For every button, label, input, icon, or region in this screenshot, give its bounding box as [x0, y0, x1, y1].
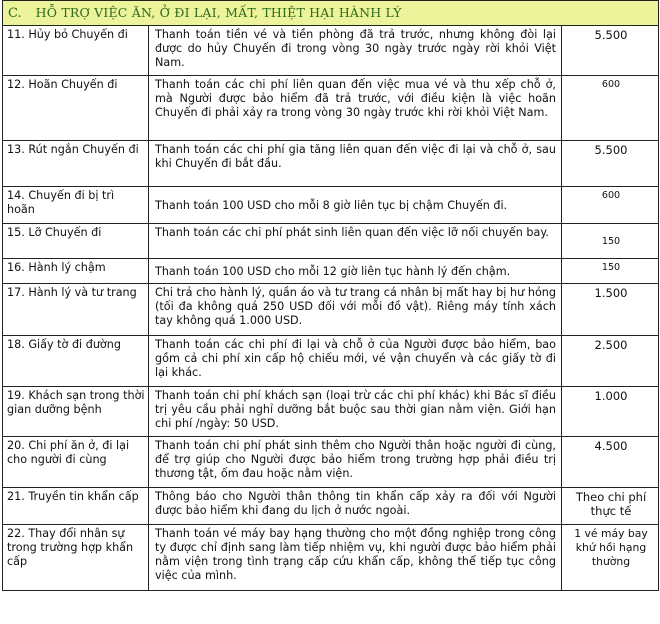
- benefit-description: Thanh toán chi phí phát sinh thêm cho Người thân hoặc người đi cùng, để trợ giúp cho Người được bảo hiểm trong trường hợp phải điều trị thương tật, ốm đau hoặc nằm viện.: [149, 437, 562, 488]
- benefit-amount: 4.500: [562, 437, 659, 488]
- benefit-amount: 600: [562, 187, 659, 224]
- table-row: [3, 284, 659, 336]
- benefit-amount: 1 vé máy bay khứ hồi hạng thường: [562, 525, 659, 591]
- table-row: [3, 26, 659, 76]
- benefit-description: Thanh toán vé máy bay hạng thường cho một đồng nghiệp trong công ty được chỉ định sang làm tiếp nhiệm vụ, khi người được bảo hiểm phải nằm viện trong tình trạng cấp cứu khẩn cấp, không thể tiếp tục công việc của mình.: [149, 525, 562, 591]
- benefit-description: Thanh toán các chi phí liên quan đến việc mua vé và thu xếp chỗ ở, mà Người được bảo hiểm đã trả trước, với điều kiện là việc hoãn Chuyến đi phải xảy ra trong vòng 30 ngày trước khi rời khỏi Việt Nam.: [149, 76, 562, 141]
- benefit-amount: 5.500: [562, 26, 659, 76]
- table-row: [3, 437, 659, 488]
- benefit-amount: 1.500: [562, 284, 659, 336]
- benefit-description: Thanh toán các chi phí đi lại và chỗ ở của Người được bảo hiểm, bao gồm cả chi phí xin cấp hộ chiếu mới, vé vận chuyển và các giấy tờ đi lại khác.: [149, 336, 562, 387]
- benefit-name: 15. Lỡ Chuyến đi: [3, 224, 149, 259]
- benefit-amount: 600: [562, 76, 659, 141]
- table-row: [3, 387, 659, 437]
- table-row: [3, 488, 659, 525]
- benefit-description: Chi trả cho hành lý, quần áo và tư trang cá nhân bị mất hay bị hư hỏng (tối đa không quá 250 USD đối với mỗi đồ vật). Riêng máy tính xách tay không quá 1.000 USD.: [149, 284, 562, 336]
- benefit-name: 22. Thay đổi nhân sự trong trường hợp khẩn cấp: [3, 525, 149, 591]
- benefit-name: 18. Giấy tờ đi đường: [3, 336, 149, 387]
- benefit-name: 14. Chuyến đi bị trì hoãn: [3, 187, 149, 224]
- benefit-amount: 150: [562, 259, 659, 284]
- table-row: [3, 224, 659, 259]
- benefit-name: 12. Hoãn Chuyến đi: [3, 76, 149, 141]
- benefit-amount: 5.500: [562, 141, 659, 187]
- benefit-amount: 1.000: [562, 387, 659, 437]
- table-row: [3, 76, 659, 141]
- benefit-description: Thông báo cho Người thân thông tin khẩn cấp xảy ra đối với Người được bảo hiểm khi đang du lịch ở nước ngoài.: [149, 488, 562, 525]
- section-header-row: [3, 1, 659, 26]
- benefit-name: 19. Khách sạn trong thời gian dưỡng bệnh: [3, 387, 149, 437]
- benefit-name: 21. Truyền tin khẩn cấp: [3, 488, 149, 525]
- table-row: [3, 525, 659, 591]
- section-header: [3, 1, 659, 26]
- benefit-description: Thanh toán các chi phí phát sinh liên quan đến việc lỡ nối chuyến bay.: [149, 224, 562, 259]
- benefit-description: Thanh toán các chi phí gia tăng liên quan đến việc đi lại và chỗ ở, sau khi Chuyến đi bắt đầu.: [149, 141, 562, 187]
- benefit-amount: Theo chi phí thực tế: [562, 488, 659, 525]
- table-row: [3, 259, 659, 284]
- benefit-name: 11. Hủy bỏ Chuyến đi: [3, 26, 149, 76]
- benefit-description: Thanh toán tiền vé và tiền phòng đã trả trước, nhưng không đòi lại được do hủy Chuyến đi trong vòng 30 ngày trước ngày rời khỏi Việt Nam.: [149, 26, 562, 76]
- benefit-name: 17. Hành lý và tư trang: [3, 284, 149, 336]
- section-title: HỖ TRỢ VIỆC ĂN, Ở ĐI LẠI, MẤT, THIỆT HẠI HÀNH LÝ: [35, 4, 402, 20]
- benefit-name: 16. Hành lý chậm: [3, 259, 149, 284]
- benefit-description: Thanh toán 100 USD cho mỗi 12 giờ liên tục hành lý đến chậm.: [149, 259, 562, 284]
- benefit-amount: 150: [562, 224, 659, 259]
- benefit-description: Thanh toán chi phí khách sạn (loại trừ các chi phí khác) khi Bác sĩ điều trị yêu cầu phải nghỉ dưỡng bắt buộc sau thời gian nằm viện. Giới hạn chi phí /ngày: 50 USD.: [149, 387, 562, 437]
- benefit-description: Thanh toán 100 USD cho mỗi 8 giờ liên tục bị chậm Chuyến đi.: [149, 187, 562, 224]
- benefit-name: 20. Chi phí ăn ở, đi lại cho người đi cùng: [3, 437, 149, 488]
- table-row: [3, 336, 659, 387]
- section-letter: C.: [8, 5, 22, 21]
- benefit-amount: 2.500: [562, 336, 659, 387]
- benefit-name: 13. Rút ngắn Chuyến đi: [3, 141, 149, 187]
- table-row: [3, 187, 659, 224]
- benefits-table: [2, 0, 659, 591]
- table-row: [3, 141, 659, 187]
